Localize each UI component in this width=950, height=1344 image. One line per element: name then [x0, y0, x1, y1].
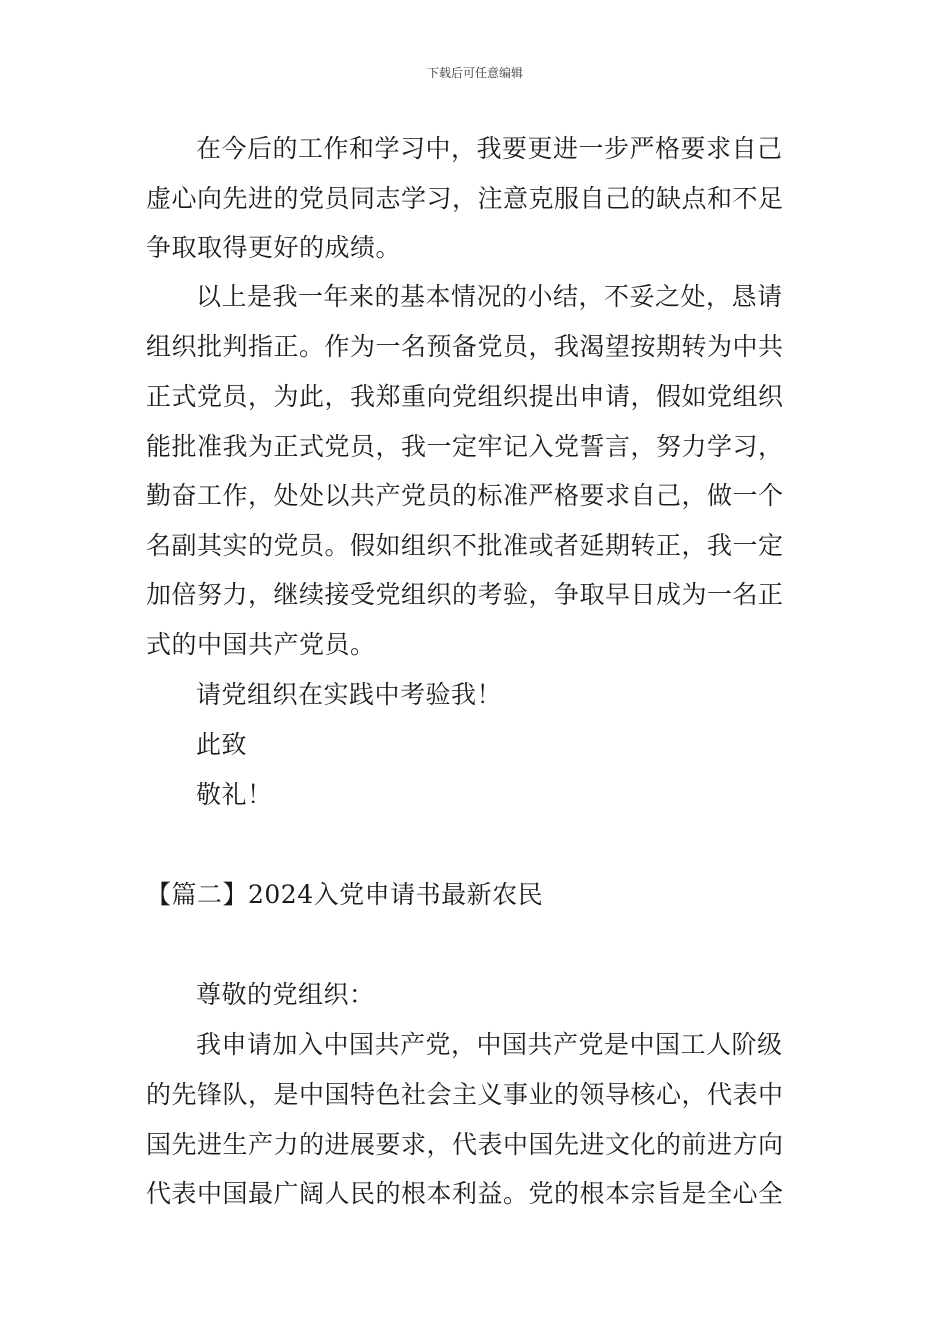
- paragraph-line: 以上是我一年来的基本情况的小结，不妥之处，恳请: [196, 282, 783, 311]
- paragraph-line: 争取取得更好的成绩。: [146, 233, 402, 262]
- paragraph-line: 组织批判指正。作为一名预备党员，我渴望按期转为中共: [146, 332, 784, 361]
- paragraph-line: 代表中国最广阔人民的根本利益。党的根本宗旨是全心全: [146, 1179, 784, 1208]
- paragraph-line: 式的中国共产党员。: [146, 630, 376, 659]
- paragraph-line: 勤奋工作，处处以共产党员的标准严格要求自己，做一个: [146, 481, 784, 510]
- paragraph-line: 国先进生产力的进展要求，代表中国先进文化的前进方向: [146, 1130, 784, 1159]
- paragraph-line: 名副其实的党员。假如组织不批准或者延期转正，我一定: [146, 531, 784, 560]
- paragraph-line: 能批准我为正式党员，我一定牢记入党誓言，努力学习，: [146, 432, 784, 461]
- greeting-line: 尊敬的党组织：: [196, 980, 375, 1009]
- section-heading: 【篇二】2024入党申请书最新农民: [146, 880, 544, 909]
- paragraph-line: 加倍努力，继续接受党组织的考验，争取早日成为一名正: [146, 580, 784, 609]
- paragraph-line: 我申请加入中国共产党，中国共产党是中国工人阶级: [196, 1030, 783, 1059]
- paragraph-line: 正式党员，为此，我郑重向党组织提出申请，假如党组织: [146, 382, 784, 411]
- salutation-line: 敬礼！: [196, 780, 273, 809]
- closing-line: 请党组织在实践中考验我！: [196, 680, 503, 709]
- page-header: 下载后可任意编辑: [426, 66, 523, 80]
- paragraph-line: 的先锋队，是中国特色社会主义事业的领导核心，代表中: [146, 1080, 784, 1109]
- paragraph-line: 虚心向先进的党员同志学习，注意克服自己的缺点和不足: [146, 184, 784, 213]
- paragraph-line: 在今后的工作和学习中，我要更进一步严格要求自己: [196, 134, 783, 163]
- salutation-line: 此致: [196, 730, 248, 759]
